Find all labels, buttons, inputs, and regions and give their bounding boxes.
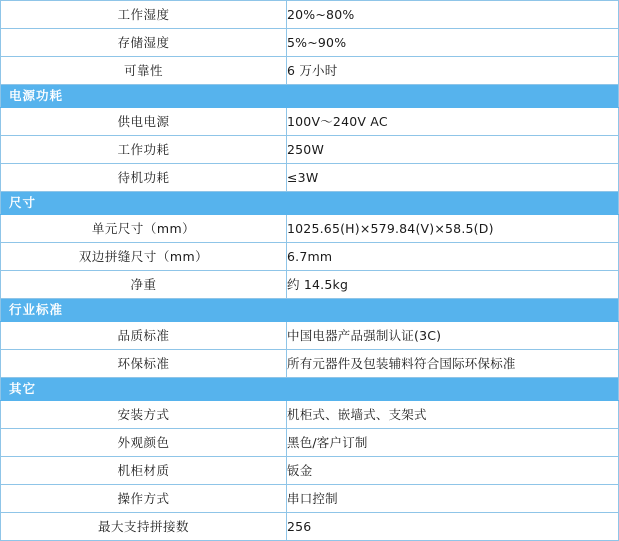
spec-label-cell — [1, 215, 287, 243]
table-row — [1, 1, 619, 29]
spec-label-cell — [1, 164, 287, 192]
spec-label: 品质标准 — [117, 328, 170, 343]
section-header-label: 尺寸 — [9, 195, 37, 210]
spec-value-cell — [287, 136, 619, 164]
spec-value: 黑色/客户订制 — [287, 435, 368, 450]
spec-value-cell — [287, 243, 619, 271]
table-row — [1, 57, 619, 85]
spec-value-cell — [287, 57, 619, 85]
table-row — [1, 513, 619, 541]
table-row — [1, 136, 619, 164]
spec-label: 待机功耗 — [117, 170, 170, 185]
spec-value: 约 14.5kg — [287, 277, 349, 292]
spec-value-cell — [287, 401, 619, 429]
section-header-row — [1, 85, 619, 108]
spec-value-cell — [287, 29, 619, 57]
spec-value-cell — [287, 1, 619, 29]
spec-value: 所有元器件及包装辅料符合国际环保标准 — [287, 356, 516, 371]
table-row — [1, 485, 619, 513]
spec-label-cell — [1, 1, 287, 29]
table-row — [1, 215, 619, 243]
section-header-label: 行业标准 — [9, 302, 64, 317]
table-row — [1, 243, 619, 271]
spec-value-cell — [287, 513, 619, 541]
spec-value: 6.7mm — [287, 249, 333, 264]
spec-label-cell — [1, 350, 287, 378]
specification-table-body — [1, 1, 619, 541]
spec-value-cell — [287, 322, 619, 350]
spec-label: 供电电源 — [117, 114, 170, 129]
spec-label-cell — [1, 136, 287, 164]
spec-value-cell — [287, 271, 619, 299]
spec-label-cell — [1, 29, 287, 57]
spec-label: 最大支持拼接数 — [97, 519, 189, 534]
spec-value: 5%~90% — [287, 35, 347, 50]
table-row — [1, 29, 619, 57]
table-row — [1, 164, 619, 192]
spec-value-cell — [287, 485, 619, 513]
spec-label: 安装方式 — [117, 407, 170, 422]
spec-label: 外观颜色 — [117, 435, 170, 450]
spec-label: 机柜材质 — [117, 463, 170, 478]
spec-label-cell — [1, 322, 287, 350]
spec-label: 存储湿度 — [117, 35, 170, 50]
section-header-cell — [1, 85, 619, 108]
section-header-cell — [1, 299, 619, 322]
spec-value: 中国电器产品强制认证(3C) — [287, 328, 442, 343]
table-row — [1, 108, 619, 136]
table-row — [1, 322, 619, 350]
spec-label: 工作湿度 — [117, 7, 170, 22]
section-header-row — [1, 299, 619, 322]
section-header-cell — [1, 192, 619, 215]
spec-label-cell — [1, 108, 287, 136]
spec-value: 100V～240V AC — [287, 114, 388, 129]
spec-label-cell — [1, 485, 287, 513]
spec-label: 环保标准 — [117, 356, 170, 371]
spec-value-cell — [287, 429, 619, 457]
spec-value-cell — [287, 164, 619, 192]
spec-label: 单元尺寸（mm） — [91, 221, 196, 236]
spec-label-cell — [1, 271, 287, 299]
spec-label-cell — [1, 457, 287, 485]
spec-label-cell — [1, 243, 287, 271]
table-row — [1, 457, 619, 485]
spec-label-cell — [1, 401, 287, 429]
spec-value-cell — [287, 215, 619, 243]
table-row — [1, 429, 619, 457]
section-header-label: 其它 — [9, 381, 37, 396]
spec-value-cell — [287, 108, 619, 136]
table-row — [1, 401, 619, 429]
spec-value-cell — [287, 457, 619, 485]
spec-label: 工作功耗 — [117, 142, 170, 157]
section-header-row — [1, 378, 619, 401]
spec-label-cell — [1, 57, 287, 85]
spec-value: 机柜式、嵌墙式、支架式 — [287, 407, 427, 422]
spec-value: 250W — [287, 142, 325, 157]
table-row — [1, 271, 619, 299]
section-header-cell — [1, 378, 619, 401]
spec-label-cell — [1, 513, 287, 541]
section-header-label: 电源功耗 — [9, 88, 64, 103]
spec-value: 20%~80% — [287, 7, 355, 22]
spec-label-cell — [1, 429, 287, 457]
table-row — [1, 350, 619, 378]
spec-value: 256 — [287, 519, 312, 534]
spec-value: 串口控制 — [287, 491, 338, 506]
spec-value: 1025.65(H)×579.84(V)×58.5(D) — [287, 221, 494, 236]
spec-value: 6 万小时 — [287, 63, 338, 78]
section-header-row — [1, 192, 619, 215]
spec-label: 双边拼缝尺寸（mm） — [78, 249, 209, 264]
spec-value: 钣金 — [287, 463, 313, 478]
spec-value: ≤3W — [287, 170, 319, 185]
spec-label: 可靠性 — [123, 63, 163, 78]
spec-value-cell — [287, 350, 619, 378]
spec-label: 操作方式 — [117, 491, 170, 506]
spec-label: 净重 — [130, 277, 157, 292]
